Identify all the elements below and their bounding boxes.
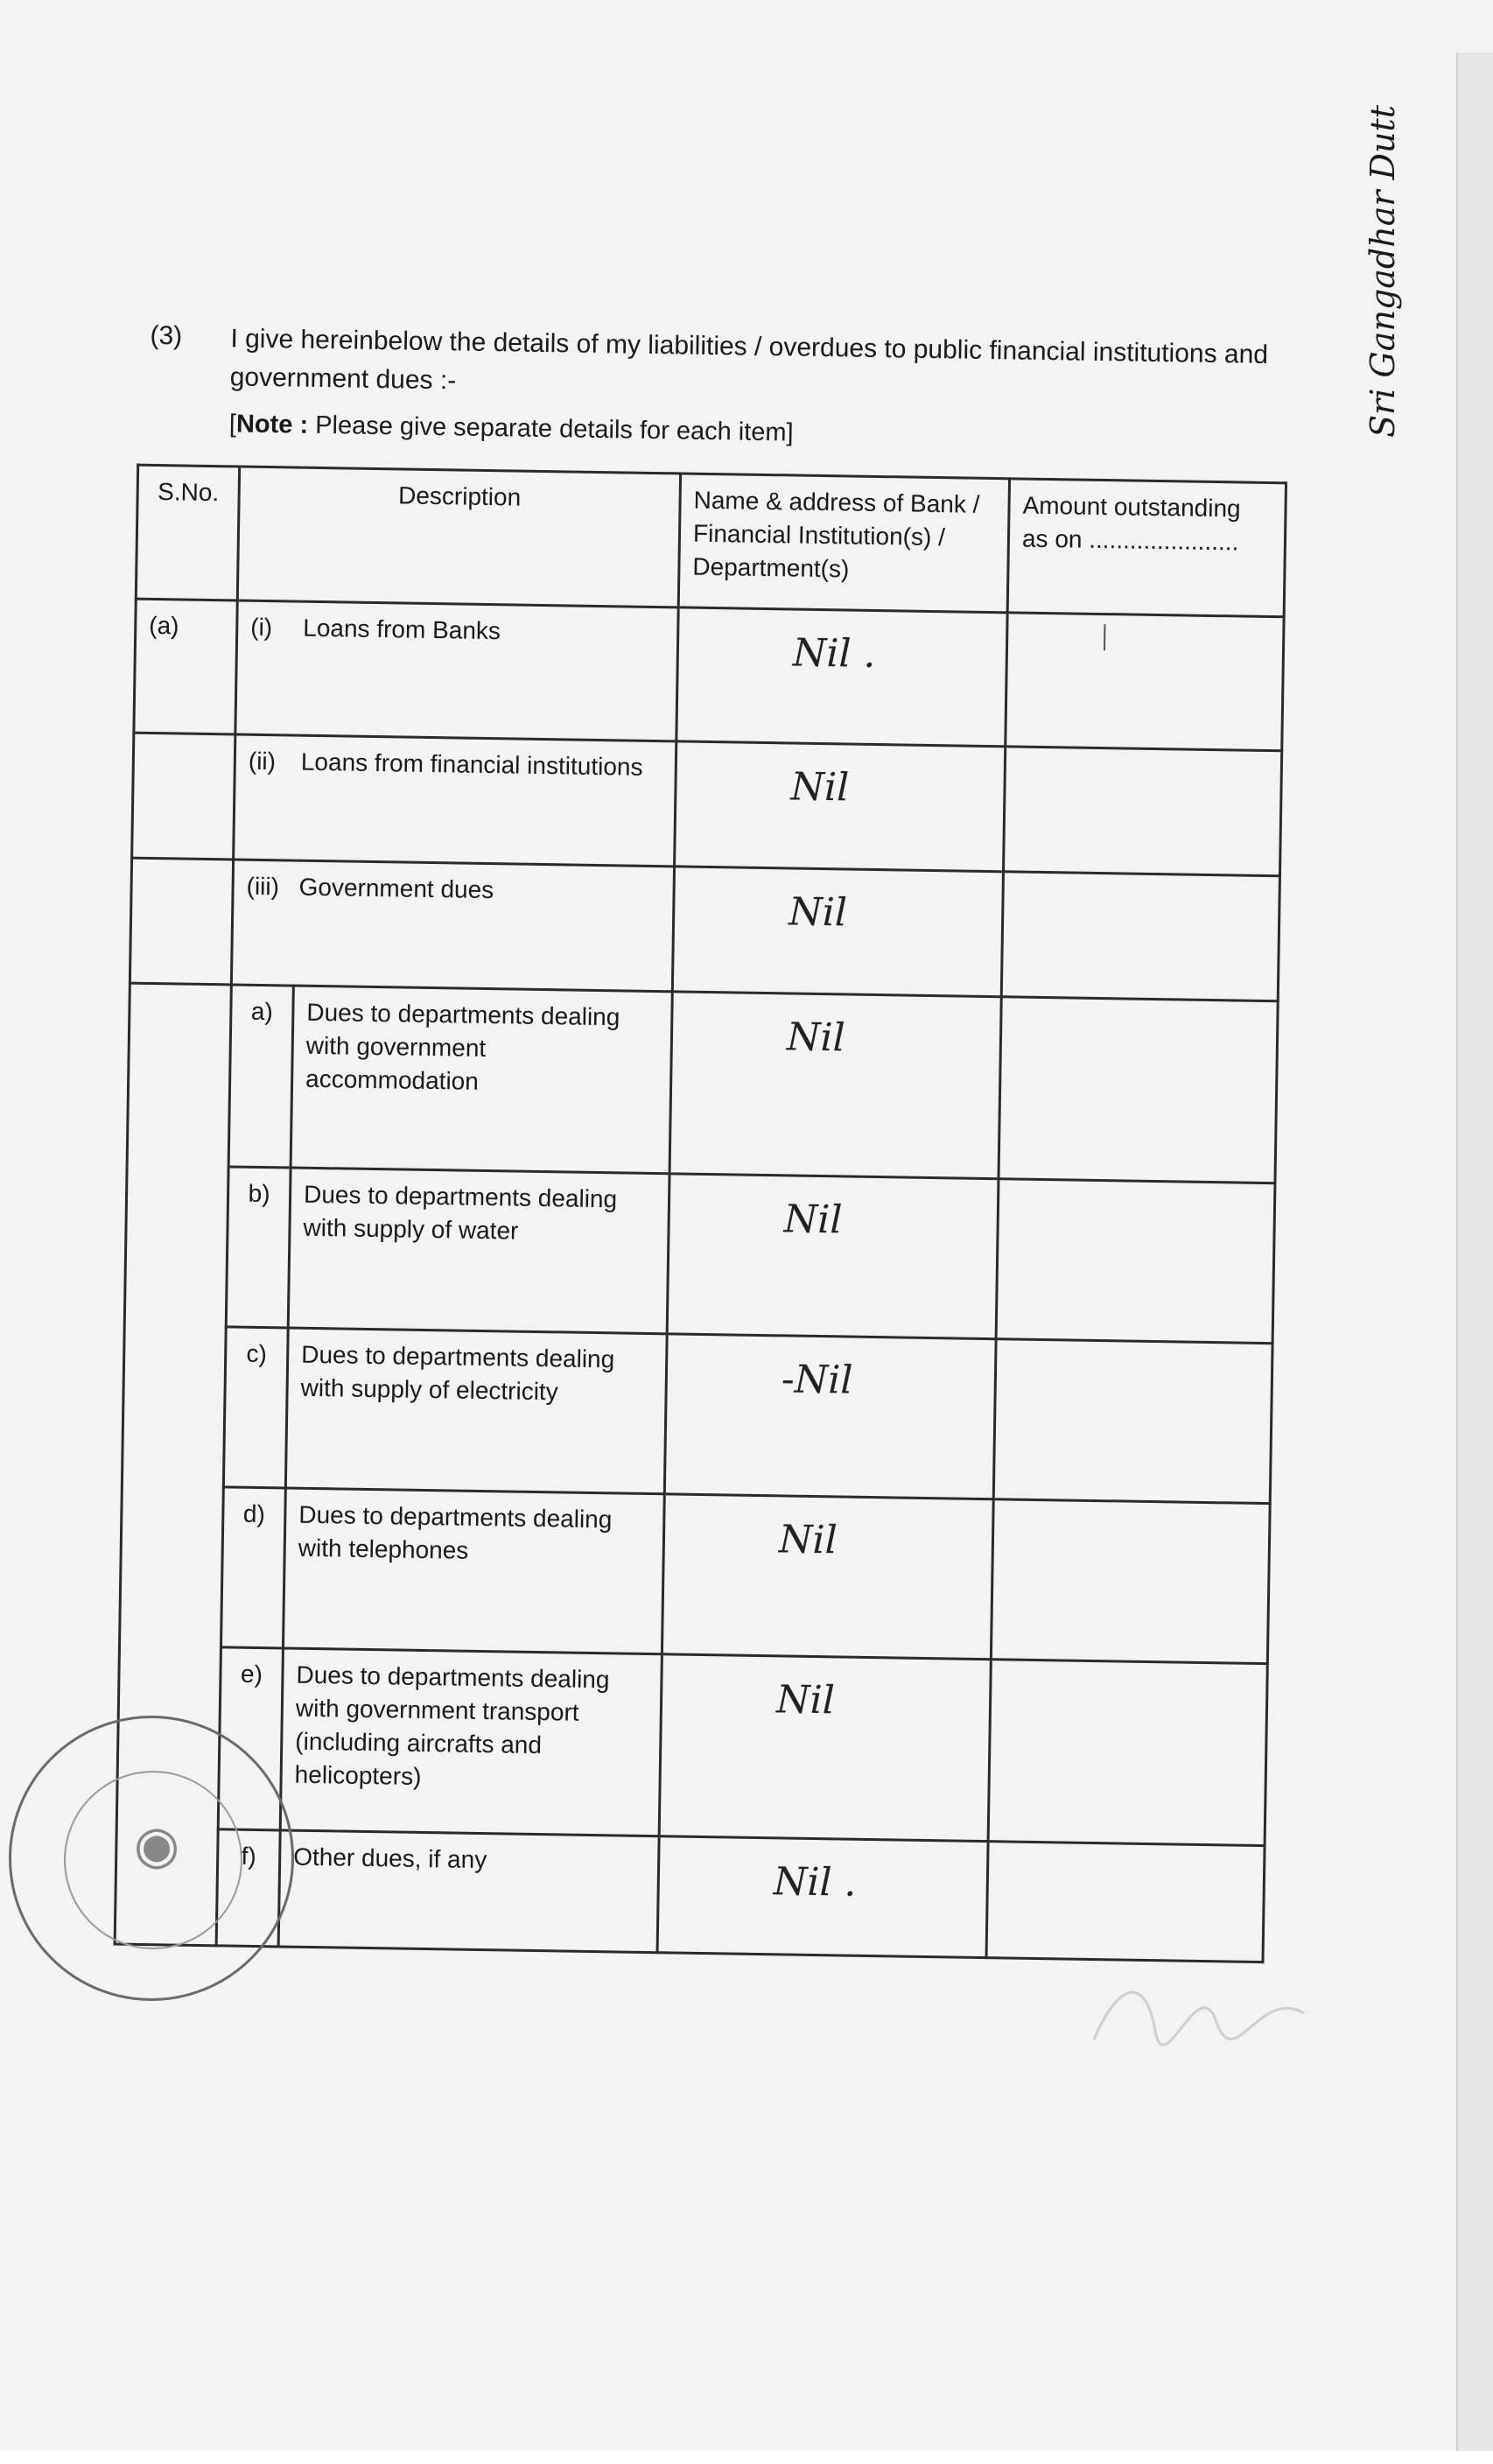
- header-name-address: Name & address of Bank / Financial Institution(s) / Department(s): [678, 474, 1009, 613]
- emblem-icon: ◉: [134, 1815, 180, 1874]
- row-label: (ii): [248, 747, 277, 776]
- margin-handwritten-signature: Sri Gangadhar Dutt: [1363, 104, 1402, 438]
- row-description-text: Other dues, if any: [278, 1830, 659, 1953]
- note-text: Please give separate details for each item]: [314, 411, 794, 447]
- row-description-text: Dues to departments dealing with supply of water: [288, 1168, 669, 1334]
- note: [229, 410, 794, 447]
- faint-show-through-signature: [1085, 1961, 1313, 2057]
- row-amount: [1001, 872, 1279, 1001]
- row-label: (iii): [246, 872, 280, 901]
- header-amount: Amount outstanding as on ......................: [1007, 479, 1286, 617]
- table-row: [134, 599, 1284, 751]
- row-description-text: Government dues: [298, 873, 494, 904]
- row-label: e): [218, 1647, 283, 1830]
- row-description: [231, 860, 674, 992]
- row-label: (i): [250, 613, 273, 642]
- row-name-value: Nil .: [676, 607, 1007, 747]
- table-row: [127, 983, 1278, 1183]
- row-label: f): [216, 1829, 280, 1947]
- table-row: [122, 1325, 1272, 1504]
- row-description: [234, 734, 676, 867]
- row-amount: [996, 1179, 1275, 1344]
- note-label: Note :: [235, 410, 309, 439]
- row-description-text: Dues to departments dealing with government transport (including aircrafts and helicopters): [280, 1648, 662, 1836]
- row-label: b): [226, 1167, 291, 1328]
- table-row: [119, 1485, 1270, 1664]
- row-amount: [999, 997, 1278, 1183]
- table-row: [130, 858, 1279, 1001]
- row-amount: [1006, 613, 1284, 751]
- row-amount: [993, 1339, 1272, 1504]
- row-name-value: Nil: [659, 1654, 991, 1842]
- row-name-value: Nil: [662, 1494, 993, 1660]
- row-label: c): [223, 1327, 288, 1488]
- table-row: [124, 1165, 1275, 1344]
- row-label: a): [228, 985, 293, 1168]
- row-amount: [986, 1842, 1265, 1962]
- row-sno: [130, 858, 233, 985]
- row-name-value: -Nil: [664, 1334, 996, 1499]
- row-description-text: Dues to departments dealing with government accommodation: [291, 986, 672, 1174]
- liabilities-table: [114, 464, 1287, 1963]
- table-row: [132, 733, 1282, 876]
- table-header-row: [136, 465, 1286, 617]
- row-name-value: Nil: [667, 1174, 999, 1339]
- seal-stamp: [9, 1716, 294, 2001]
- header-description: Description: [237, 467, 680, 607]
- row-description-text: Dues to departments dealing with telephones: [283, 1488, 664, 1654]
- row-name-value: Nil: [669, 992, 1001, 1179]
- row-name-value: Nil: [672, 867, 1003, 997]
- row-sno: [132, 733, 235, 860]
- row-name-value: Nil .: [657, 1836, 988, 1958]
- row-description-text: Loans from financial institutions: [300, 748, 643, 781]
- row-amount: [991, 1499, 1270, 1664]
- row-label: d): [221, 1487, 285, 1648]
- table-row: [116, 1646, 1267, 1846]
- row-amount: [1004, 747, 1282, 876]
- row-description-text: Loans from Banks: [303, 614, 501, 645]
- note-open-bracket: [: [228, 410, 237, 439]
- row-description: [235, 600, 678, 741]
- pen-tick-mark: [1104, 624, 1105, 650]
- header-sno: S.No.: [136, 465, 239, 600]
- row-name-value: Nil: [675, 741, 1006, 872]
- row-description-text: Dues to departments dealing with supply of electricity: [285, 1328, 667, 1494]
- paragraph-text: I give hereinbelow the details of my liabilities / overdues to public financial institutions and government dues :-: [229, 324, 1269, 396]
- paragraph-number: (3): [150, 320, 183, 351]
- row-sno: (a): [134, 599, 237, 734]
- row-amount: [988, 1660, 1267, 1846]
